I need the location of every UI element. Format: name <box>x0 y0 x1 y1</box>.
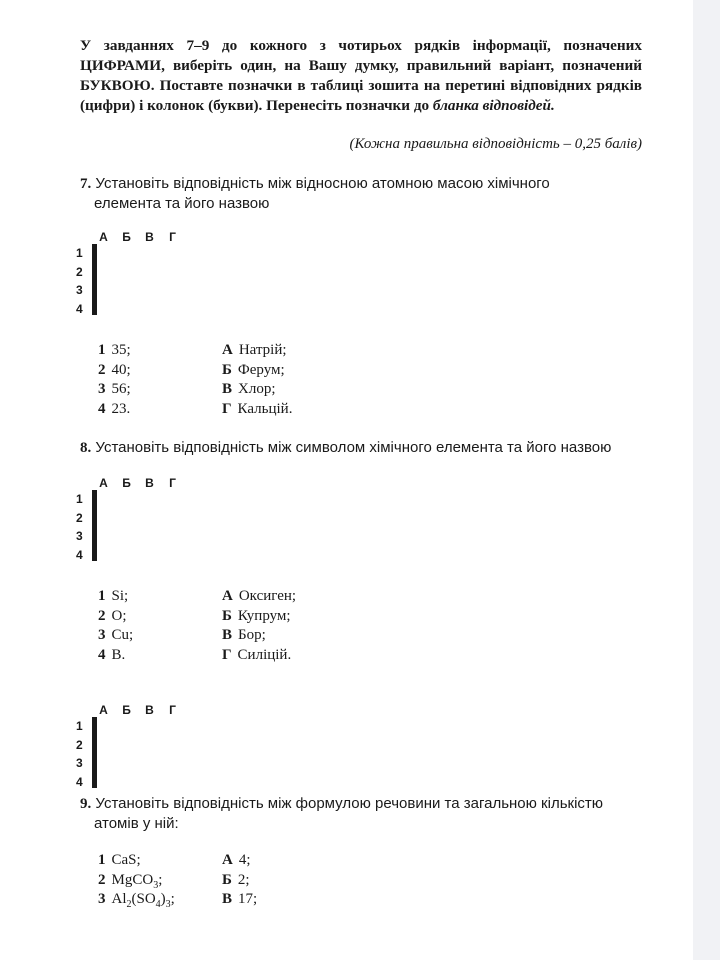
option-value: B. <box>111 646 126 663</box>
grid-cell[interactable] <box>96 735 97 753</box>
option-row <box>98 587 296 607</box>
options-7 <box>98 341 292 419</box>
question-number: 8. <box>80 440 92 456</box>
grid-row-labels <box>76 490 86 564</box>
option-value: Силіцій. <box>237 646 292 663</box>
option-value: 56; <box>111 381 131 397</box>
col-label: В <box>145 230 154 244</box>
option-key: Г <box>222 400 232 417</box>
option-value: 23. <box>111 400 131 417</box>
grid-cell[interactable] <box>96 508 97 526</box>
col-label: Г <box>169 476 176 490</box>
col-label: А <box>99 703 108 717</box>
answer-sheet-text: бланка відповідей. <box>432 97 555 114</box>
option-key: В <box>222 891 233 907</box>
option-key: А <box>222 588 233 604</box>
question-7 <box>80 174 650 213</box>
option-value: O; <box>111 607 127 624</box>
option-key: Б <box>222 361 232 378</box>
question-text: Установіть відповідність між відносною атомною масою хімічного <box>91 175 550 192</box>
row-label: 1 <box>76 492 83 506</box>
option-value: Бор; <box>238 627 266 643</box>
option-key: В <box>222 381 233 397</box>
question-number: 7. <box>80 176 92 192</box>
grid-cell[interactable] <box>96 543 97 561</box>
option-value: Si; <box>111 588 129 604</box>
grid-cell[interactable] <box>96 753 97 771</box>
option-value: Оксиген; <box>238 588 297 604</box>
question-number: 9. <box>80 796 92 812</box>
option-value: Ферум; <box>237 361 285 378</box>
grid-cell[interactable] <box>96 297 97 315</box>
question-9 <box>80 794 650 833</box>
grid-cell[interactable] <box>96 245 97 263</box>
option-row <box>98 646 296 666</box>
row-label: 2 <box>76 264 83 279</box>
grid-cell[interactable] <box>96 262 97 280</box>
option-value: 35; <box>111 342 131 358</box>
grid-row-labels <box>76 717 86 791</box>
col-label: Г <box>169 703 176 717</box>
option-value: 17; <box>238 891 258 907</box>
instructions <box>80 36 642 116</box>
option-value: 40; <box>111 361 131 378</box>
options-8 <box>98 587 296 665</box>
option-key: 2 <box>98 871 106 888</box>
option-row <box>98 400 292 420</box>
row-label: 2 <box>76 510 83 525</box>
row-label: 3 <box>76 529 83 543</box>
option-row <box>98 626 296 646</box>
question-8 <box>80 438 650 458</box>
right-margin-strip <box>693 0 720 960</box>
option-key: 3 <box>98 381 106 397</box>
option-key: 1 <box>98 342 106 358</box>
row-label: 2 <box>76 737 83 752</box>
grid-cell[interactable] <box>96 718 97 736</box>
grid-cell[interactable] <box>96 526 97 544</box>
option-key: А <box>222 342 233 358</box>
option-key: 4 <box>98 646 106 663</box>
option-row <box>98 851 257 871</box>
grid-column-labels <box>92 703 184 717</box>
option-key: 3 <box>98 891 106 907</box>
grid-table <box>92 244 97 315</box>
option-value: 2; <box>237 871 250 888</box>
option-value: Купрум; <box>237 607 291 624</box>
question-text-cont: атомів у ній: <box>94 815 179 832</box>
grid-table <box>92 490 97 561</box>
grid-column-labels <box>92 476 184 490</box>
grid-column-labels <box>92 230 184 244</box>
row-label: 4 <box>76 301 83 316</box>
option-key: 2 <box>98 607 106 624</box>
question-text-cont: елемента та його назвою <box>94 195 270 212</box>
instructions-text: У завданнях 7–9 до кожного з чотирьох рядків інформації, позначених ЦИФРАМИ, виберіть один, на Вашу думку, правильний варіант, позначений БУКВОЮ. Поставте позначки в таблиці зошита на перетині відповідних рядків (цифри) і колонок (букви). Перенесіть позначки до <box>80 37 642 114</box>
scoring-note: (Кожна правильна відповідність – 0,25 балів) <box>349 136 642 152</box>
option-key: 2 <box>98 361 106 378</box>
col-label: А <box>99 476 108 490</box>
col-label: Б <box>122 703 131 717</box>
option-key: Б <box>222 871 232 888</box>
option-row <box>98 361 292 381</box>
option-value: 4; <box>238 852 251 868</box>
option-key: А <box>222 852 233 868</box>
row-label: 3 <box>76 756 83 770</box>
col-label: В <box>145 703 154 717</box>
grid-row-labels <box>76 244 86 318</box>
col-label: Г <box>169 230 176 244</box>
col-label: В <box>145 476 154 490</box>
options-9 <box>98 851 257 910</box>
question-text: Установіть відповідність між символом хімічного елемента та його назвою <box>91 439 612 456</box>
col-label: А <box>99 230 108 244</box>
option-row <box>98 607 296 627</box>
col-label: Б <box>122 230 131 244</box>
option-value: Хлор; <box>238 381 276 397</box>
formula: MgCO$_3$; <box>111 871 163 891</box>
option-key: В <box>222 627 233 643</box>
option-row <box>98 890 257 910</box>
option-value: Натрій; <box>238 342 287 358</box>
grid-cell[interactable] <box>96 770 97 788</box>
option-row <box>98 341 292 361</box>
formula: CaS; <box>111 852 141 868</box>
row-label: 1 <box>76 719 83 733</box>
option-value: Кальцій. <box>237 400 293 417</box>
grid-table <box>92 717 97 788</box>
option-key: 3 <box>98 627 106 643</box>
option-key: Г <box>222 646 232 663</box>
row-label: 4 <box>76 547 83 562</box>
option-key: 4 <box>98 400 106 417</box>
grid-cell[interactable] <box>96 491 97 509</box>
col-label: Б <box>122 476 131 490</box>
option-row <box>98 871 257 891</box>
question-text: Установіть відповідність між формулою речовини та загальною кількістю <box>91 795 604 812</box>
option-key: Б <box>222 607 232 624</box>
option-row <box>98 380 292 400</box>
grid-cell[interactable] <box>96 280 97 298</box>
option-key: 1 <box>98 588 106 604</box>
row-label: 3 <box>76 283 83 297</box>
row-label: 1 <box>76 246 83 260</box>
option-key: 1 <box>98 852 106 868</box>
option-value: Cu; <box>111 627 134 643</box>
formula: $Al_2(SO_4)_3$; <box>111 891 175 910</box>
row-label: 4 <box>76 774 83 789</box>
